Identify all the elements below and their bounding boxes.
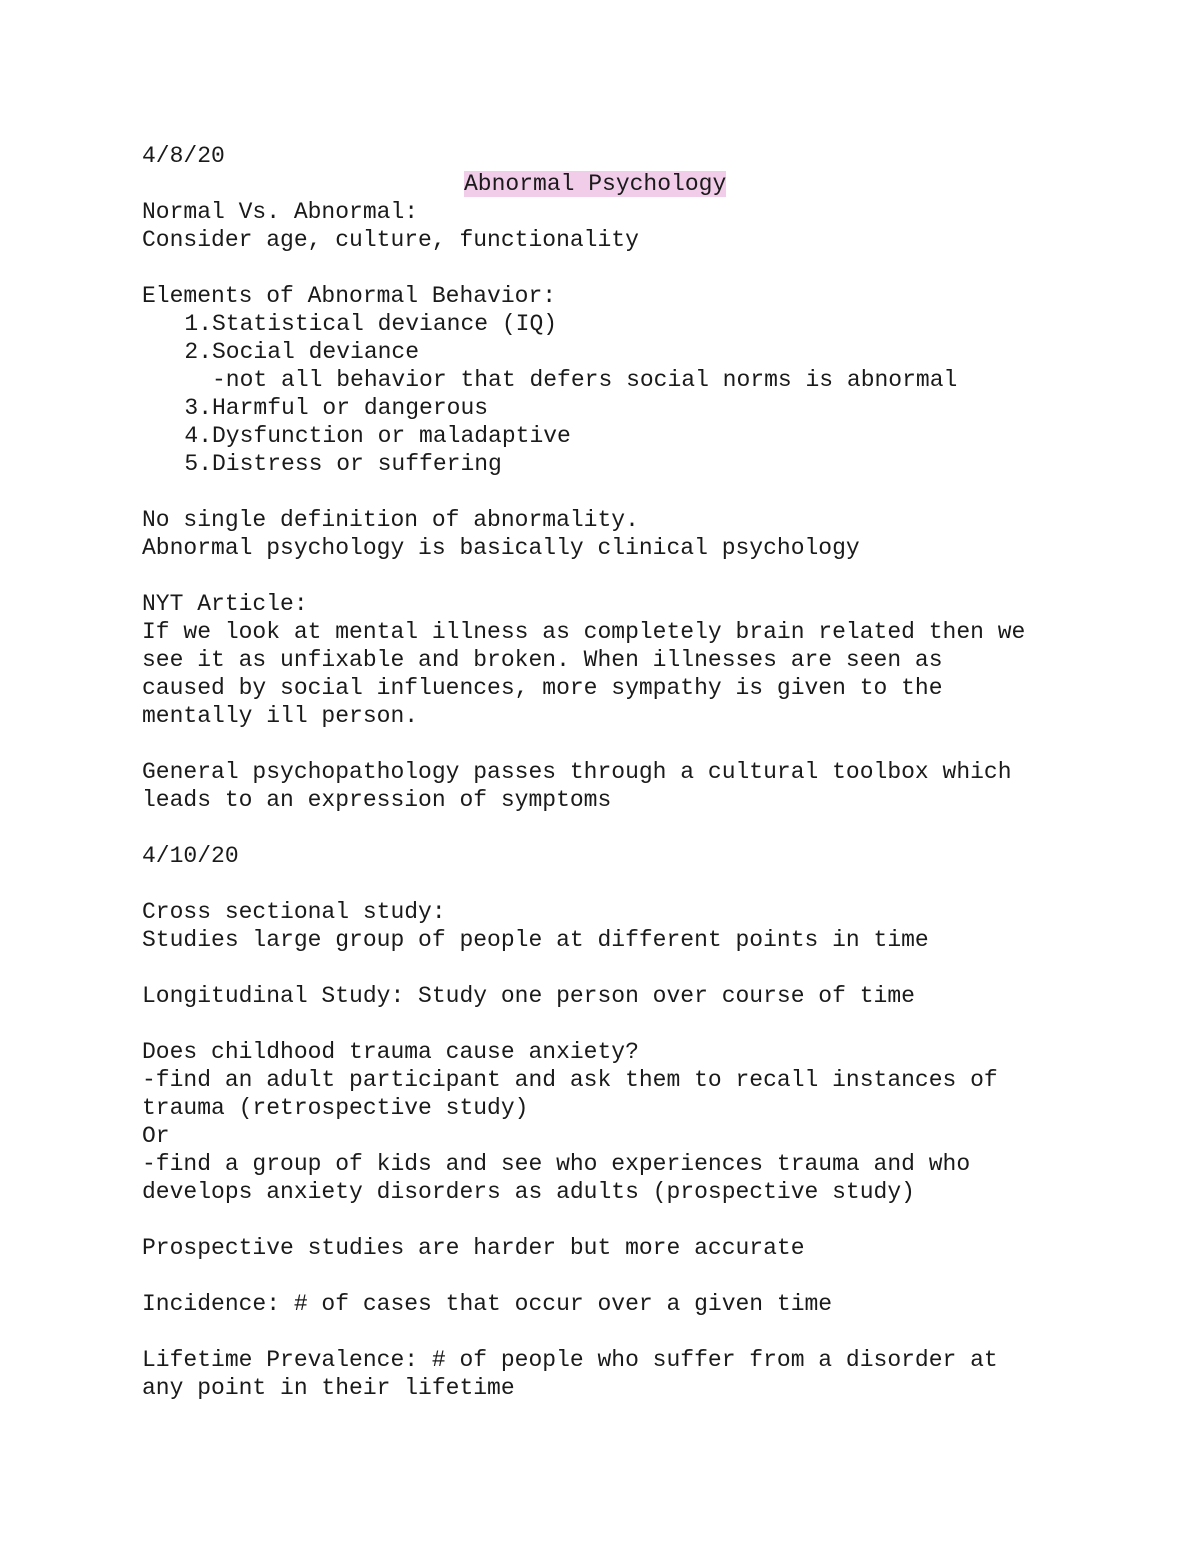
list-number: 4.: [184, 423, 212, 449]
list-number: 1.: [184, 311, 212, 337]
list-number: 3.: [184, 395, 212, 421]
list-item: [142, 310, 1102, 338]
no-single-definition: No single definition of abnormality.: [142, 507, 639, 533]
spacer: [142, 814, 1102, 842]
spacer: [142, 1206, 1102, 1234]
date-heading: 4/8/20: [142, 143, 225, 169]
list-item: [142, 394, 1102, 422]
incidence-text: Incidence: # of cases that occur over a given time: [142, 1291, 833, 1317]
prospective-text: Prospective studies are harder but more accurate: [142, 1235, 805, 1261]
list-item: [142, 422, 1102, 450]
trauma-line: trauma (retrospective study): [142, 1095, 529, 1121]
spacer: [142, 954, 1102, 982]
cross-text: Studies large group of people at different points in time: [142, 927, 929, 953]
spacer: [142, 730, 1102, 758]
normal-heading: Normal Vs. Abnormal:: [142, 199, 419, 225]
list-item: [142, 450, 1102, 478]
nyt-line: see it as unfixable and broken. When illnesses are seen as: [142, 647, 943, 673]
document-page: [142, 142, 1102, 1402]
cross-heading: Cross sectional study:: [142, 899, 446, 925]
longitudinal-text: Longitudinal Study: Study one person over course of time: [142, 983, 915, 1009]
trauma-line: develops anxiety disorders as adults (prospective study): [142, 1179, 915, 1205]
spacer: [142, 562, 1102, 590]
trauma-line: -find a group of kids and see who experiences trauma and who: [142, 1151, 971, 1177]
general-line: General psychopathology passes through a cultural toolbox which: [142, 759, 1012, 785]
list-item-text: Statistical deviance (IQ): [212, 311, 558, 337]
elements-heading: Elements of Abnormal Behavior:: [142, 283, 557, 309]
page-title: Abnormal Psychology: [464, 171, 727, 197]
list-item-text: Dysfunction or maladaptive: [212, 423, 571, 449]
nyt-line: caused by social influences, more sympathy is given to the: [142, 675, 943, 701]
nyt-line: If we look at mental illness as completely brain related then we: [142, 619, 1026, 645]
spacer: [142, 478, 1102, 506]
list-number: 5.: [184, 451, 212, 477]
spacer: [142, 1318, 1102, 1346]
date-heading-2: 4/10/20: [142, 843, 239, 869]
nyt-line: mentally ill person.: [142, 703, 419, 729]
spacer: [142, 870, 1102, 898]
list-item: [142, 338, 1102, 366]
lifetime-line: any point in their lifetime: [142, 1375, 515, 1401]
general-line: leads to an expression of symptoms: [142, 787, 612, 813]
trauma-question: Does childhood trauma cause anxiety?: [142, 1039, 639, 1065]
list-item-text: Harmful or dangerous: [212, 395, 489, 421]
trauma-line: -find an adult participant and ask them to recall instances of: [142, 1067, 998, 1093]
spacer: [142, 254, 1102, 282]
list-number: 2.: [184, 339, 212, 365]
list-item-text: Social deviance: [212, 339, 420, 365]
list-subitem: -not all behavior that defers social norms is abnormal: [212, 367, 958, 393]
list-item-text: Distress or suffering: [212, 451, 502, 477]
normal-text: Consider age, culture, functionality: [142, 227, 639, 253]
trauma-line: Or: [142, 1123, 170, 1149]
clinical-statement: Abnormal psychology is basically clinical psychology: [142, 535, 860, 561]
page-title-line: [142, 170, 1102, 198]
spacer: [142, 1262, 1102, 1290]
nyt-heading: NYT Article:: [142, 591, 308, 617]
spacer: [142, 1010, 1102, 1038]
lifetime-line: Lifetime Prevalence: # of people who suffer from a disorder at: [142, 1347, 998, 1373]
elements-list: [142, 310, 1102, 478]
